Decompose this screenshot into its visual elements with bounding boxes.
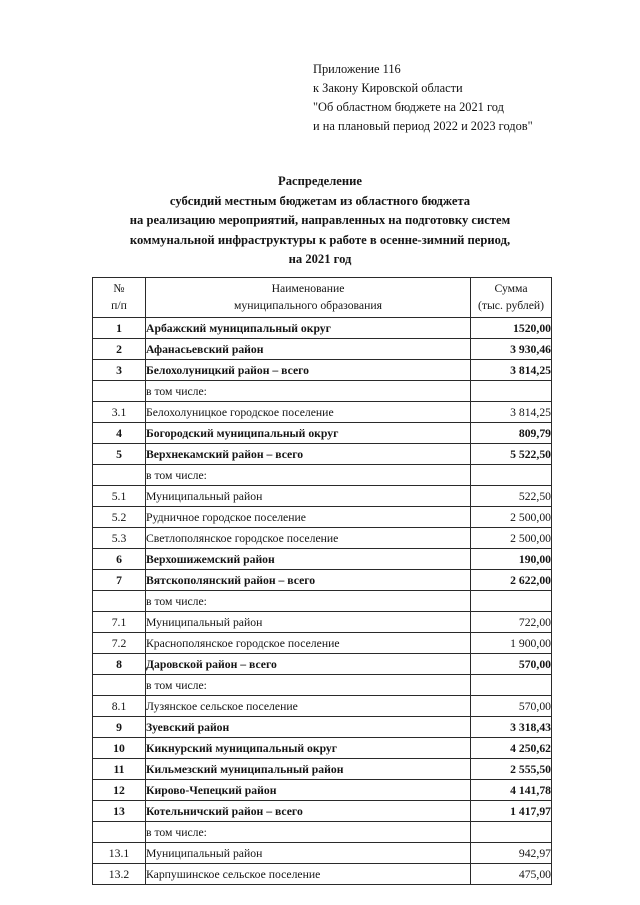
row-number-cell bbox=[93, 465, 146, 486]
document-reference-header bbox=[313, 60, 533, 136]
municipality-name-cell: в том числе: bbox=[146, 465, 471, 486]
title-line-3: на реализацию мероприятий, направленных на подготовку систем bbox=[129, 213, 511, 227]
row-number-cell: 1 bbox=[93, 318, 146, 339]
row-number-cell bbox=[93, 381, 146, 402]
amount-cell: 2 500,00 bbox=[471, 507, 552, 528]
table-row bbox=[93, 759, 552, 780]
column-header-sum bbox=[471, 278, 552, 318]
municipality-name-cell: в том числе: bbox=[146, 822, 471, 843]
table-row bbox=[93, 801, 552, 822]
amount-cell bbox=[471, 465, 552, 486]
municipality-name-cell: Верхошижемский район bbox=[146, 549, 471, 570]
table-row bbox=[93, 717, 552, 738]
table-row bbox=[93, 822, 552, 843]
municipality-name-cell: Муниципальный район bbox=[146, 843, 471, 864]
amount-cell: 4 141,78 bbox=[471, 780, 552, 801]
table-row bbox=[93, 675, 552, 696]
municipality-name-cell: Муниципальный район bbox=[146, 486, 471, 507]
table-row bbox=[93, 486, 552, 507]
row-number-cell: 7.2 bbox=[93, 633, 146, 654]
header-line-4: и на плановый период 2022 и 2023 годов" bbox=[313, 119, 533, 133]
municipality-name-cell: Арбажский муниципальный округ bbox=[146, 318, 471, 339]
document-title bbox=[0, 172, 640, 270]
table-row bbox=[93, 780, 552, 801]
row-number-cell: 13 bbox=[93, 801, 146, 822]
row-number-cell: 5.3 bbox=[93, 528, 146, 549]
column-header-name bbox=[146, 278, 471, 318]
amount-cell: 2 500,00 bbox=[471, 528, 552, 549]
amount-cell: 722,00 bbox=[471, 612, 552, 633]
municipality-name-cell: Верхнекамский район – всего bbox=[146, 444, 471, 465]
table-row bbox=[93, 423, 552, 444]
header-line-1: Приложение 116 bbox=[313, 62, 401, 76]
table-row bbox=[93, 654, 552, 675]
amount-cell: 3 814,25 bbox=[471, 360, 552, 381]
row-number-cell: 8.1 bbox=[93, 696, 146, 717]
amount-cell: 475,00 bbox=[471, 864, 552, 885]
row-number-cell: 6 bbox=[93, 549, 146, 570]
table-row bbox=[93, 465, 552, 486]
table-row bbox=[93, 591, 552, 612]
table-header bbox=[93, 278, 552, 318]
table-row bbox=[93, 339, 552, 360]
amount-cell bbox=[471, 675, 552, 696]
table-row bbox=[93, 864, 552, 885]
municipality-name-cell: в том числе: bbox=[146, 675, 471, 696]
municipality-name-cell: Котельничский район – всего bbox=[146, 801, 471, 822]
row-number-cell: 8 bbox=[93, 654, 146, 675]
municipality-name-cell: Кирово-Чепецкий район bbox=[146, 780, 471, 801]
column-header-sum-line2: (тыс. рублей) bbox=[477, 299, 545, 312]
amount-cell: 809,79 bbox=[471, 423, 552, 444]
amount-cell: 5 522,50 bbox=[471, 444, 552, 465]
row-number-cell: 7.1 bbox=[93, 612, 146, 633]
table-row bbox=[93, 444, 552, 465]
subsidy-distribution-table bbox=[92, 277, 552, 885]
column-header-sum-line1: Сумма bbox=[494, 282, 528, 295]
amount-cell: 942,97 bbox=[471, 843, 552, 864]
row-number-cell: 5.1 bbox=[93, 486, 146, 507]
amount-cell bbox=[471, 381, 552, 402]
row-number-cell: 9 bbox=[93, 717, 146, 738]
row-number-cell: 13.1 bbox=[93, 843, 146, 864]
row-number-cell: 5.2 bbox=[93, 507, 146, 528]
table-row bbox=[93, 507, 552, 528]
municipality-name-cell: Карпушинское сельское поселение bbox=[146, 864, 471, 885]
municipality-name-cell: Краснополянское городское поселение bbox=[146, 633, 471, 654]
table-body bbox=[93, 318, 552, 885]
municipality-name-cell: Рудничное городское поселение bbox=[146, 507, 471, 528]
row-number-cell bbox=[93, 675, 146, 696]
amount-cell: 190,00 bbox=[471, 549, 552, 570]
table-row bbox=[93, 612, 552, 633]
amount-cell: 4 250,62 bbox=[471, 738, 552, 759]
row-number-cell: 7 bbox=[93, 570, 146, 591]
table-row bbox=[93, 318, 552, 339]
municipality-name-cell: Вятскополянский район – всего bbox=[146, 570, 471, 591]
row-number-cell: 4 bbox=[93, 423, 146, 444]
amount-cell: 3 318,43 bbox=[471, 717, 552, 738]
amount-cell: 3 930,46 bbox=[471, 339, 552, 360]
header-line-3: "Об областном бюджете на 2021 год bbox=[313, 100, 504, 114]
amount-cell: 1520,00 bbox=[471, 318, 552, 339]
table-row bbox=[93, 549, 552, 570]
amount-cell bbox=[471, 822, 552, 843]
column-header-name-line1: Наименование bbox=[271, 282, 345, 295]
amount-cell: 2 555,50 bbox=[471, 759, 552, 780]
row-number-cell: 11 bbox=[93, 759, 146, 780]
municipality-name-cell: Афанасьевский район bbox=[146, 339, 471, 360]
table-row bbox=[93, 402, 552, 423]
municipality-name-cell: Белохолуницкий район – всего bbox=[146, 360, 471, 381]
amount-cell bbox=[471, 591, 552, 612]
title-line-4: коммунальной инфраструктуры к работе в осенне-зимний период, bbox=[129, 232, 511, 247]
row-number-cell: 3.1 bbox=[93, 402, 146, 423]
table-row bbox=[93, 570, 552, 591]
header-line-2: к Закону Кировской области bbox=[313, 81, 463, 95]
row-number-cell bbox=[93, 591, 146, 612]
table-row bbox=[93, 360, 552, 381]
row-number-cell: 3 bbox=[93, 360, 146, 381]
row-number-cell: 10 bbox=[93, 738, 146, 759]
amount-cell: 1 417,97 bbox=[471, 801, 552, 822]
municipality-name-cell: Богородский муниципальный округ bbox=[146, 423, 471, 444]
row-number-cell bbox=[93, 822, 146, 843]
municipality-name-cell: Кильмезский муниципальный район bbox=[146, 759, 471, 780]
title-line-1: Распределение bbox=[278, 174, 362, 188]
municipality-name-cell: Зуевский район bbox=[146, 717, 471, 738]
municipality-name-cell: Светлополянское городское поселение bbox=[146, 528, 471, 549]
municipality-name-cell: Муниципальный район bbox=[146, 612, 471, 633]
table-header-row bbox=[93, 278, 552, 318]
amount-cell: 522,50 bbox=[471, 486, 552, 507]
municipality-name-cell: Кикнурский муниципальный округ bbox=[146, 738, 471, 759]
municipality-name-cell: Даровской район – всего bbox=[146, 654, 471, 675]
amount-cell: 570,00 bbox=[471, 696, 552, 717]
row-number-cell: 12 bbox=[93, 780, 146, 801]
column-header-number-line1: № bbox=[113, 282, 125, 295]
row-number-cell: 2 bbox=[93, 339, 146, 360]
title-line-2: субсидий местным бюджетам из областного бюджета bbox=[169, 193, 471, 208]
municipality-name-cell: Белохолуницкое городское поселение bbox=[146, 402, 471, 423]
amount-cell: 1 900,00 bbox=[471, 633, 552, 654]
row-number-cell: 13.2 bbox=[93, 864, 146, 885]
table-row bbox=[93, 738, 552, 759]
title-line-5: на 2021 год bbox=[288, 252, 352, 266]
row-number-cell: 5 bbox=[93, 444, 146, 465]
column-header-number-line2: п/п bbox=[111, 299, 127, 312]
amount-cell: 2 622,00 bbox=[471, 570, 552, 591]
column-header-name-line2: муниципального образования bbox=[234, 299, 382, 312]
municipality-name-cell: в том числе: bbox=[146, 381, 471, 402]
table-row bbox=[93, 633, 552, 654]
municipality-name-cell: Лузянское сельское поселение bbox=[146, 696, 471, 717]
table-row bbox=[93, 843, 552, 864]
amount-cell: 570,00 bbox=[471, 654, 552, 675]
table-row bbox=[93, 696, 552, 717]
table-row bbox=[93, 381, 552, 402]
amount-cell: 3 814,25 bbox=[471, 402, 552, 423]
column-header-number bbox=[93, 278, 146, 318]
municipality-name-cell: в том числе: bbox=[146, 591, 471, 612]
table-row bbox=[93, 528, 552, 549]
